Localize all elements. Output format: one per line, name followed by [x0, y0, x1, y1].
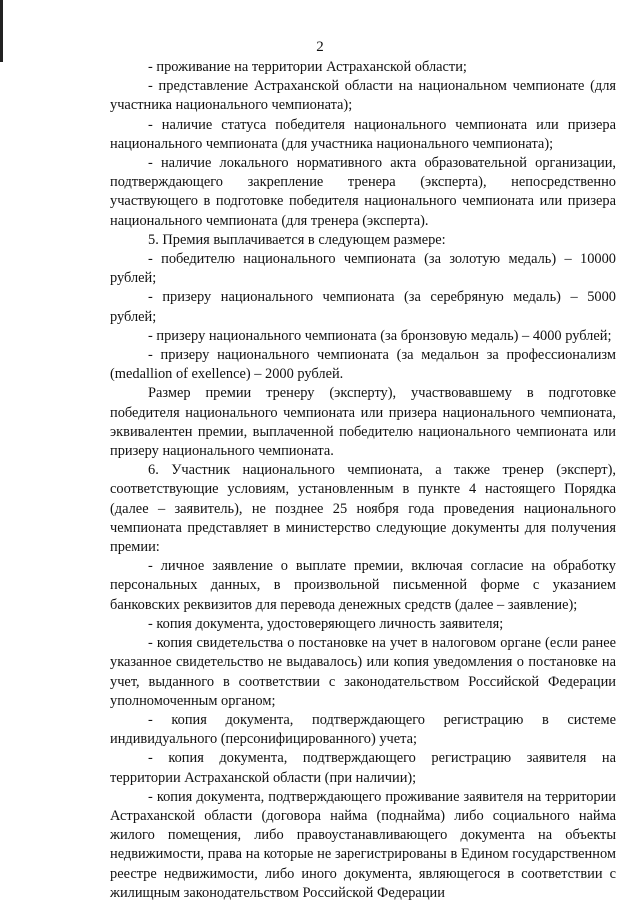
paragraph-medallion-award: - призеру национального чемпионата (за медальон за профессионализм (medallion of exellence) – 2000 рублей. [110, 347, 616, 383]
paragraph-representation: - представление Астраханской области на национальном чемпионате (для участника национального чемпионата); [110, 78, 616, 114]
page-number: 2 [316, 39, 324, 55]
paragraph-residence: - проживание на территории Астраханской области; [148, 59, 467, 75]
paragraph-tax-registration: - копия свидетельства о постановке на учет в налоговом органе (если ранее указанное свидетельство не выдавалось) или копия уведомления о постановке на учет, выданного в соответствии с законодательством Российской Федерации уполномоченным органом; [110, 635, 616, 709]
paragraph-winner-status: - наличие статуса победителя национального чемпионата или призера национального чемпионата (для участника национального чемпионата); [110, 116, 616, 152]
paragraph-award-amount-heading: 5. Премия выплачивается в следующем размере: [148, 231, 446, 248]
paragraph-coach-award: Размер премии тренеру (эксперту), участвовавшему в подготовке победителя национального чемпионата или призера национального чемпионата, эквивалентен премии, выплаченной победителю национального чемпионата или призеру национального чемпионата. [110, 385, 616, 460]
paragraph-gold-award: - победителю национального чемпионата (за золотую медаль) – 10000 рублей; [110, 251, 616, 287]
paragraph-documents-intro: 6. Участник национального чемпионата, а также тренер (эксперт), соответствующие условиям, установленным в пункте 4 настоящего Порядка (далее – заявитель), не позднее 25 ноября года проведения национального чемпионата представляет в министерство следующие документы для получения премии: [110, 462, 616, 556]
paragraph-local-act: - наличие локального нормативного акта образовательной организации, подтверждающего закрепление тренера (эксперта), непосредственно участвующего в подготовке победителя национального чемпионата или призера национального чемпионата (для тренера (эксперта). [110, 155, 616, 229]
paragraph-bronze-award: - призеру национального чемпионата (за бронзовую медаль) – 4000 рублей; [148, 327, 612, 344]
document-body [110, 58, 616, 903]
paragraph-identity-document: - копия документа, удостоверяющего личность заявителя; [148, 615, 504, 632]
paragraph-residence-proof: - копия документа, подтверждающего проживание заявителя на территории Астраханской области (договора найма (поднайма) либо социального найма жилого помещения, либо правоустанавливающего документа на объекты недвижимости, права на которые не зарегистрированы в Едином государственном реестре недвижимости, либо иного документа, являющегося в соответствии с жилищным законодательством Российской Федерации [110, 788, 616, 901]
paragraph-personal-application: - личное заявление о выплате премии, включая согласие на обработку персональных данных, в произвольной письменной форме с указанием банковских реквизитов для перевода денежных средств (далее – заявление); [110, 558, 616, 613]
paragraph-personal-account: - копия документа, подтверждающего регистрацию в системе индивидуального (персонифицированного) учета; [110, 711, 616, 748]
paragraph-silver-award: - призеру национального чемпионата (за серебряную медаль) – 5000 рублей; [110, 289, 616, 325]
paragraph-regional-registration: - копия документа, подтверждающего регистрацию заявителя на территории Астраханской области (при наличии); [110, 750, 616, 786]
